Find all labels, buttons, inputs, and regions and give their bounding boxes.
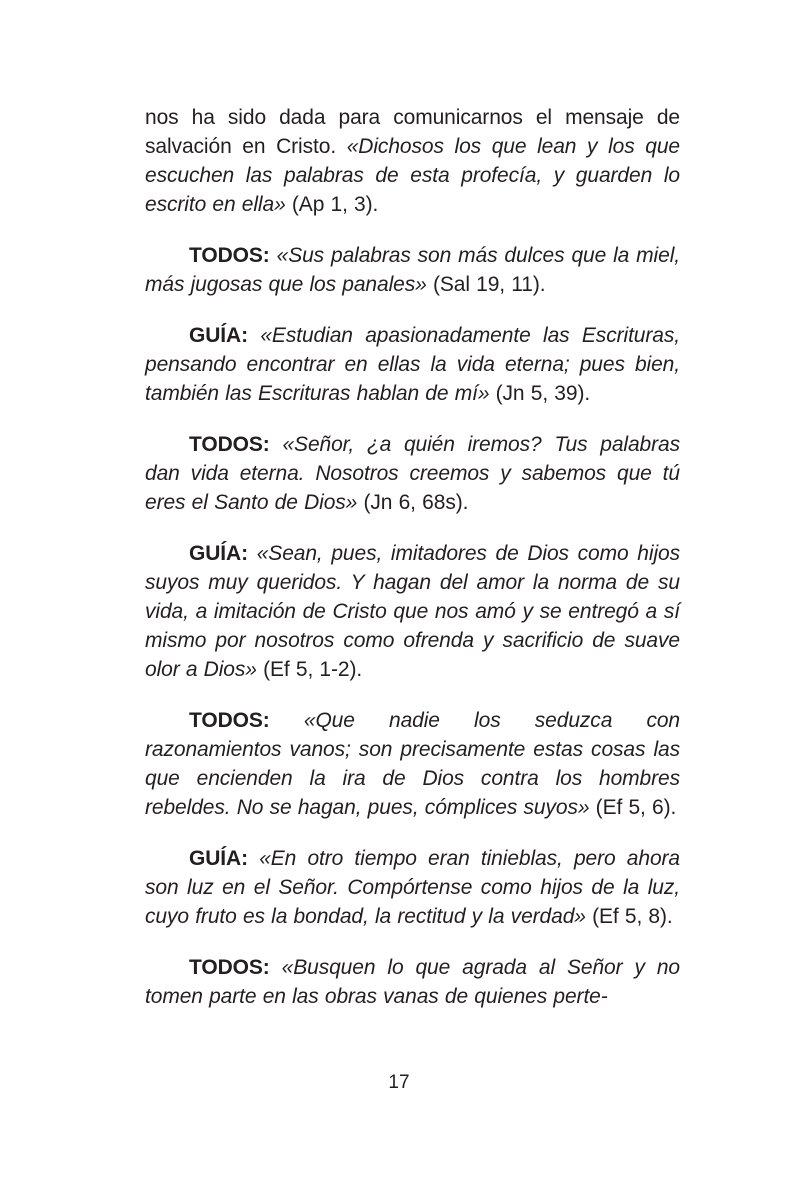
speaker-label: GUÍA:: [189, 542, 257, 565]
speaker-label: TODOS:: [189, 244, 277, 267]
page-number: 17: [388, 1072, 410, 1093]
lead-text: nos ha sido dada para comunicarnos el mensaje de salvación en Cristo.: [145, 106, 680, 158]
scripture-reference: (Jn 5, 39).: [495, 382, 591, 405]
quote-text: «En otro tiempo eran tinieblas, pero ahora son luz en el Señor. Compórtense como hijos de la luz, cuyo fruto es la bondad, la rectitud y la verdad»: [145, 847, 680, 928]
scripture-reference: (Ef 5, 6).: [595, 796, 677, 819]
quote-text: «Busquen lo que agrada al Señor y no tomen parte en las obras vanas de quienes perte-: [145, 956, 680, 1008]
scripture-reference: (Ef 5, 1-2).: [263, 658, 363, 681]
scripture-reference: (Ef 5, 8).: [592, 905, 673, 928]
quote-text: «Dichosos los que lean y los que escuchen las palabras de esta profecía, y guarden lo escrito en ella»: [145, 135, 680, 216]
paragraph: [145, 103, 680, 219]
scripture-reference: (Jn 6, 68s).: [363, 491, 469, 514]
quote-text: «Estudian apasionadamente las Escrituras, pensando encontrar en ellas la vida eterna; pues bien, también las Escrituras hablan de mí»: [145, 324, 680, 405]
quote-text: «Señor, ¿a quién iremos? Tus palabras dan vida eterna. Nosotros creemos y sabemos que tú eres el Santo de Dios»: [145, 433, 681, 514]
page-text-block: [145, 103, 680, 1033]
speaker-label: TODOS:: [189, 956, 282, 979]
speaker-label: TODOS:: [189, 433, 283, 456]
speaker-label: GUÍA:: [189, 847, 260, 870]
speaker-label: TODOS:: [189, 709, 304, 732]
scripture-reference: (Sal 19, 11).: [432, 273, 546, 296]
quote-text: «Sus palabras son más dulces que la miel, más jugosas que los panales»: [145, 244, 680, 296]
paragraph: [145, 539, 680, 684]
scripture-reference: (Ap 1, 3).: [291, 193, 379, 216]
paragraph: [145, 953, 680, 1011]
paragraph: [145, 241, 680, 299]
speaker-label: GUÍA:: [189, 324, 261, 347]
paragraph: [145, 321, 680, 408]
quote-text: «Que nadie los seduzca con razonamientos vanos; son precisamente estas cosas las que encienden la ira de Dios contra los hombres rebeldes. No se hagan, pues, cómplices suyos»: [145, 709, 680, 819]
quote-text: «Sean, pues, imitadores de Dios como hijos suyos muy queridos. Y hagan del amor la norma de su vida, a imitación de Cristo que nos amó y se entregó a sí mismo por nosotros como ofrenda y sacrificio de suave olor a Dios»: [145, 542, 680, 681]
paragraph: [145, 430, 680, 517]
paragraph: [145, 844, 680, 931]
paragraph: [145, 706, 680, 822]
